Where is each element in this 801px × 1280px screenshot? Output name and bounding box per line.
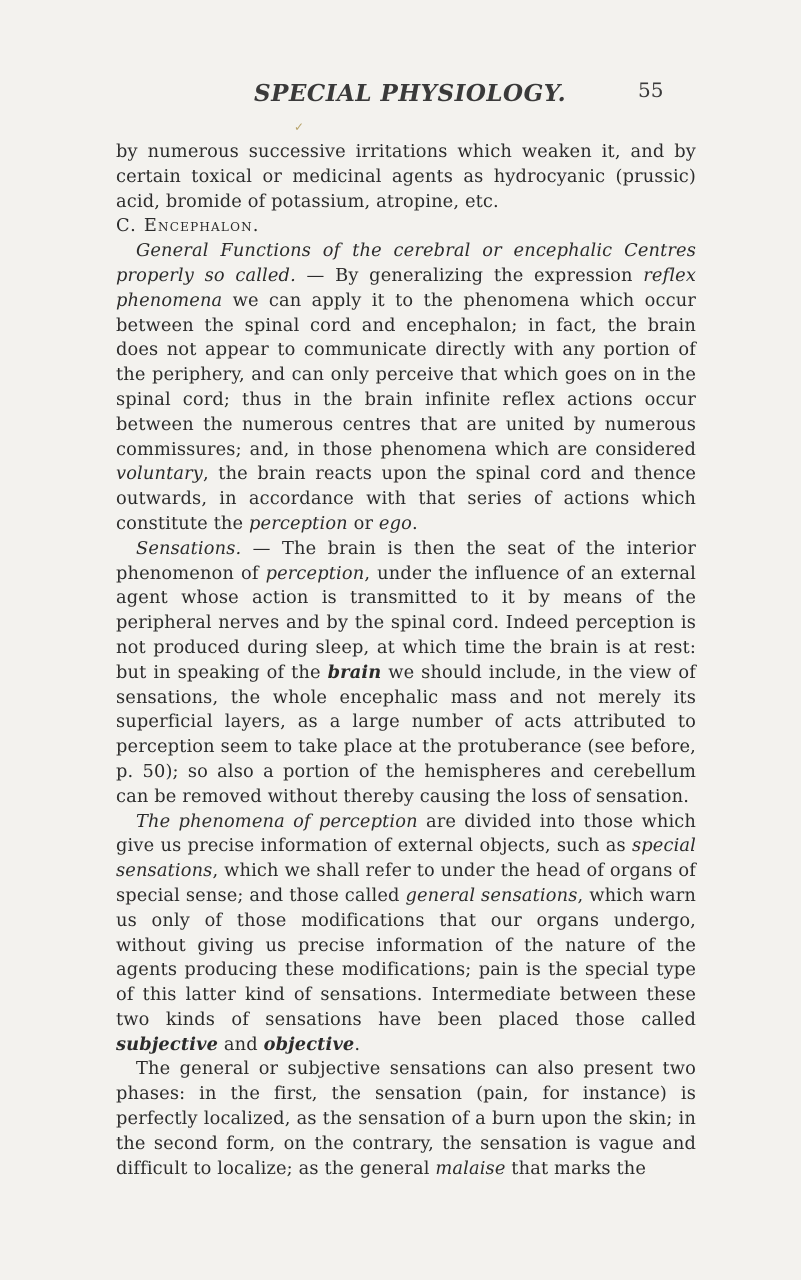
page-number: 55 — [638, 78, 664, 102]
section-heading: C. Encephalon. — [116, 215, 260, 237]
paragraph: General Functions of the cerebral or encephalic Centres properly so called. — By generalizing the expression reflex phenomena we can apply it to the phenomena which occur between the spinal cord and encephalon; in fact, the brain does not appear to communicate directly with any portion of the periphery, and can only perceive that which goes on in the spinal cord; thus in the brain infinite reflex actions occur between the numerous centres that are united by numerous commissures; and, in those phenomena which are considered voluntary, the brain reacts upon the spinal cord and thence outwards, in accordance with that series of actions which constitute the perception or ego. — [116, 240, 697, 534]
body-text — [116, 140, 696, 1181]
paragraph-heading: Sensations. — [136, 537, 242, 559]
paragraph: by numerous successive irritations which weaken it, and by certain toxical or medicinal agents as hydrocyanic (prussic) acid, bromide of potassium, atropine, etc. — [116, 141, 696, 212]
paragraph: The general or subjective sensations can also present two phases: in the first, the sensation (pain, for instance) is perfectly localized, as the sensation of a burn upon the skin; in the second form, on the contrary, the sensation is vague and difficult to localize; as the general malaise that marks the — [116, 1058, 696, 1179]
paragraph: The phenomena of perception are divided into those which give us precise information of external objects, such as special sensations, which we shall refer to under the head of organs of special sense; and those called general sensations, which warn us only of those modifications that our organs undergo, without giving us precise information of the nature of the agents producing these modifications; pain is the special type of this latter kind of sensations. Intermediate between these two kinds of sensations have been placed those called subjective and objective. — [116, 810, 696, 1055]
print-speck: ✓ — [294, 120, 305, 134]
running-title: SPECIAL PHYSIOLOGY. — [254, 80, 567, 107]
paragraph-heading: General Functions of the cerebral or encephalic Centres properly so called. — [116, 240, 696, 286]
paragraph: Sensations. — The brain is then the seat of the interior phenomenon of perception, under the influence of an external agent whose action is transmitted to it by means of the peripheral nerves and by the spinal cord. Indeed perception is not produced during sleep, at which time the brain is at rest: but in speaking of the brain we should include, in the view of sensations, the whole encephalic mass and not merely its superficial layers, as a large number of acts attributed to perception seem to take place at the protuberance (see before, p. 50); so also a portion of the hemispheres and cerebellum can be removed without thereby causing the loss of sensation. — [116, 537, 696, 807]
